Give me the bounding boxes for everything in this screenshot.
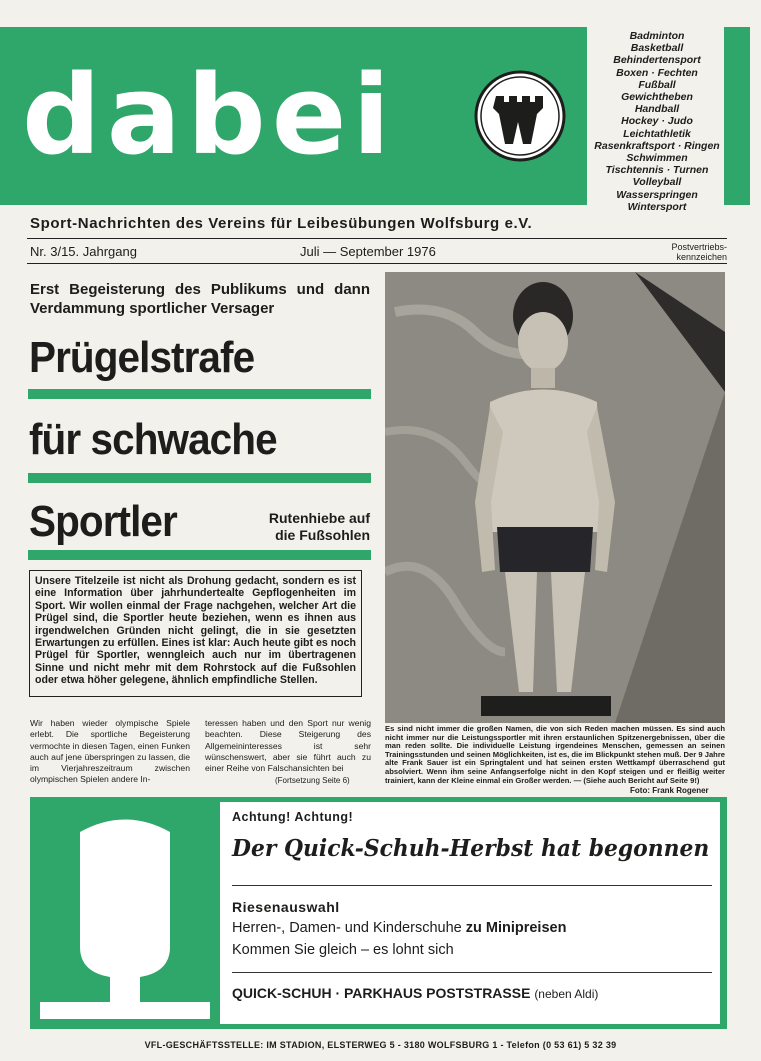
vfl-wolfsburg-logo: [474, 70, 566, 162]
ad-call-to-action: Kommen Sie gleich – es lohnt sich: [232, 942, 454, 958]
kicker: Erst Begeisterung des Publikums und dann Verdammung sportlicher Versager: [30, 281, 370, 317]
headline-line-1: Prügelstrafe: [29, 333, 255, 382]
sport-item: Volleyball: [632, 176, 682, 189]
photo-credit: Foto: Frank Rogener: [630, 786, 709, 795]
headline-line-2: für schwache: [29, 415, 277, 464]
masthead-side-strip: [724, 27, 750, 205]
sport-item: Fußball: [638, 78, 676, 91]
ad-price-text: zu Minipreisen: [465, 920, 567, 936]
ad-product-line: [232, 920, 566, 936]
issue-number: Nr. 3/15. Jahrgang: [30, 244, 137, 259]
swimmer-photo: [385, 272, 725, 723]
sport-item: Wintersport: [627, 200, 687, 213]
quick-q-logo: [30, 797, 220, 1029]
postal-line: Postvertriebs-: [671, 242, 727, 252]
subhead-line: Rutenhiebe auf: [268, 510, 370, 526]
sport-item: Boxen · Fechten: [616, 66, 698, 79]
body-column-2: teressen haben und den Sport nur wenig beachten. Diese Steigerung des Allgemeininteresses ist sehr wünschenswert, aber sie führt auch zu einer Reihe von Falschansichten bei: [205, 718, 371, 774]
sports-list: [588, 30, 726, 213]
continued-note: (Fortsetzung Seite 6): [275, 776, 350, 785]
ad-divider: [232, 972, 712, 973]
sport-item: Wasserspringen: [616, 188, 698, 201]
sport-item: Hockey · Judo: [621, 115, 693, 128]
headline-line-3: Sportler: [29, 497, 177, 546]
ad-store-name: QUICK-SCHUH · PARKHAUS POSTSTRASSE: [232, 985, 535, 1001]
ad-store-line: [232, 985, 598, 1001]
ad-attention: Achtung! Achtung!: [232, 810, 354, 824]
newsletter-subtitle: Sport-Nachrichten des Vereins für Leibesübungen Wolfsburg e.V.: [30, 215, 533, 232]
ad-script-headline: Der Quick-Schuh-Herbst hat begonnen: [232, 835, 710, 862]
intro-box: Unsere Titelzeile ist nicht als Drohung gedacht, sondern es ist eine Information über jahrhundertealte Gepflogenheiten im Sport. Wir wollen einmal der Frage nachgehen, welcher Art die Prügel sind, die Sportler heute beziehen, wenn es ihnen aus irgendwelchen Gründen nicht gelingt, die in sie gesetzten Erwartungen zu erfüllen. Eines ist klar: Auch heute gibt es noch Prügel für Sportler, wenngleich auch nur im übertragenen Sinne und nicht mehr mit dem Rohrstock auf die Fußsohlen oder etwa höher gelegene, ähnlich empfindliche Stellen.: [29, 570, 362, 697]
sport-item: Badminton: [629, 30, 685, 42]
sport-item: Handball: [634, 103, 680, 116]
headline-rule: [28, 389, 371, 399]
footer-address: VFL-GESCHÄFTSSTELLE: IM STADION, ELSTERWEG 5 - 3180 WOLFSBURG 1 - Telefon (0 53 61) 5 32 39: [144, 1040, 617, 1050]
headline-rule: [28, 550, 371, 560]
sport-item: Rasenkraftsport · Ringen: [594, 139, 720, 152]
sport-item: Leichtathletik: [623, 127, 691, 140]
photo-caption: Es sind nicht immer die großen Namen, die von sich Reden machen müssen. Es sind auch nicht immer nur die Leistungssportler mit ihren erstaunlichen Spitzenergebnissen, über die man reden sollte. Die individuelle Leistung irgendeines Menschen, gemessen an seinen Trainingsstunden und seinen Möglichkeiten, ist es, die im Blickpunkt stehen muß. Der 9 Jahre alte Frank Sauer ist ein Springtalent und hat seinen ersten Wettkampf überraschend gut absolviert. Wenn ihm seine Anfangserfolge nicht in den Kopf steigen und er fleißig weiter trainiert, kann der Kleine einmal ein Großer werden. — (Siehe auch Bericht auf Seite 9!): [385, 724, 725, 785]
sport-item: Schwimmen: [626, 152, 688, 165]
ad-divider: [232, 885, 712, 886]
body-column-1: Wir haben wieder olympische Spiele erlebt. Die sportliche Begeisterung vermochte in diesen Tagen, einen Funken auch auf jene überspringen zu lassen, die im Vierjahreszeitraum zwischen olympischen Spielen andere In-: [30, 718, 190, 785]
ad-riesenauswahl: Riesenauswahl: [232, 899, 340, 915]
headline-subhead: [232, 510, 370, 544]
sport-item: Gewichtheben: [621, 91, 693, 104]
sport-item: Basketball: [630, 42, 684, 55]
masthead-title: dabei: [22, 51, 397, 179]
postal-mark: [610, 242, 727, 262]
divider: [27, 238, 727, 239]
ad-store-note: (neben Aldi): [534, 987, 599, 1001]
postal-line: kennzeichen: [676, 252, 727, 262]
sport-item: Behindertensport: [613, 54, 701, 67]
ad-product-text: Herren-, Damen- und Kinderschuhe: [232, 920, 466, 936]
divider: [27, 263, 727, 264]
sport-item: Tischtennis · Turnen: [605, 164, 709, 177]
subhead-line: die Fußsohlen: [275, 527, 370, 543]
headline-rule: [28, 473, 371, 483]
issue-date: Juli — September 1976: [300, 244, 436, 259]
